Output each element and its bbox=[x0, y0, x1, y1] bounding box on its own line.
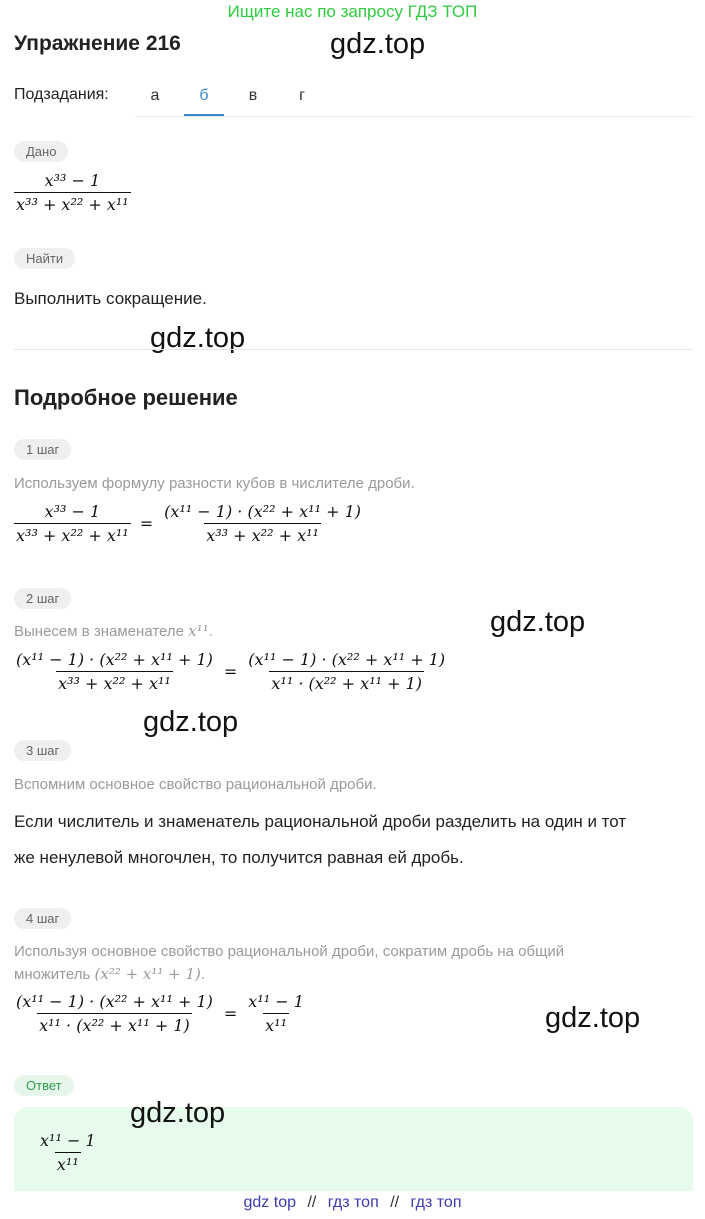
step-1-badge: 1 шаг bbox=[14, 439, 71, 460]
equals-sign: = bbox=[139, 514, 154, 533]
solution-title: Подробное решение bbox=[14, 385, 238, 410]
divider bbox=[14, 349, 693, 350]
step-2-hint-text: Вынесем в знаменателе bbox=[14, 623, 184, 640]
step-4-hint-line2 bbox=[14, 965, 205, 983]
footer-separator: // bbox=[307, 1194, 317, 1211]
step-4-lhs-denominator: x¹¹ · (x²² + x¹¹ + 1) bbox=[37, 1013, 192, 1035]
answer-numerator: x¹¹ − 1 bbox=[40, 1131, 96, 1150]
answer-box bbox=[14, 1107, 693, 1191]
tab-a[interactable]: а bbox=[150, 87, 160, 104]
step-2-hint-end: . bbox=[208, 623, 213, 640]
step-2-rhs-numerator: (x¹¹ − 1) · (x²² + x¹¹ + 1) bbox=[248, 650, 446, 669]
given-denominator: x³³ + x²² + x¹¹ bbox=[14, 192, 131, 214]
step-3-badge: 3 шаг bbox=[14, 740, 71, 761]
step-2-lhs-denominator: x³³ + x²² + x¹¹ bbox=[56, 671, 173, 693]
step-3-text-line1: Если числитель и знаменатель рациональной дроби разделить на один и тот bbox=[14, 812, 627, 831]
step-4-hint-end: . bbox=[200, 966, 206, 983]
promo-banner[interactable]: Ищите нас по запросу ГДЗ ТОП bbox=[227, 2, 478, 21]
footer-link-gdz-top-ru-2[interactable]: гдз топ bbox=[410, 1194, 462, 1211]
step-4-lhs-numerator: (x¹¹ − 1) · (x²² + x¹¹ + 1) bbox=[16, 992, 213, 1011]
exercise-title: Упражнение 216 bbox=[14, 32, 181, 55]
tab-g[interactable]: г bbox=[299, 87, 305, 104]
step-2-rhs-denominator: x¹¹ · (x²² + x¹¹ + 1) bbox=[269, 671, 424, 693]
step-2-lhs-numerator: (x¹¹ − 1) · (x²² + x¹¹ + 1) bbox=[16, 650, 213, 669]
footer-link-gdz-top[interactable]: gdz top bbox=[243, 1194, 296, 1211]
given-badge: Дано bbox=[14, 141, 68, 162]
watermark: gdz.top bbox=[330, 28, 426, 60]
answer-fraction bbox=[38, 1131, 98, 1174]
footer-link-gdz-top-ru[interactable]: гдз топ bbox=[327, 1194, 379, 1211]
watermark: gdz.top bbox=[143, 706, 239, 738]
step-1-lhs-numerator: x³³ − 1 bbox=[44, 502, 101, 521]
tab-b[interactable]: б bbox=[184, 76, 224, 116]
step-1-rhs-numerator: (x¹¹ − 1) · (x²² + x¹¹ + 1) bbox=[164, 502, 361, 521]
step-4-rhs-numerator: x¹¹ − 1 bbox=[248, 992, 304, 1011]
given-fraction bbox=[14, 171, 131, 214]
watermark: gdz.top bbox=[545, 1002, 641, 1034]
find-badge: Найти bbox=[14, 248, 75, 269]
watermark: gdz.top bbox=[490, 606, 586, 638]
answer-denominator: x¹¹ bbox=[55, 1152, 81, 1174]
subtask-tabs bbox=[135, 76, 693, 117]
watermark: gdz.top bbox=[130, 1097, 226, 1129]
step-4-rhs-denominator: x¹¹ bbox=[263, 1013, 289, 1035]
equals-sign: = bbox=[223, 1004, 238, 1023]
step-2-hint bbox=[14, 622, 213, 640]
subtasks-label: Подзадания: bbox=[14, 86, 109, 103]
step-2-equation bbox=[14, 650, 447, 693]
step-2-badge: 2 шаг bbox=[14, 588, 71, 609]
step-3-text-line2: же ненулевой многочлен, то получится равная ей дробь. bbox=[14, 848, 464, 867]
footer-links bbox=[0, 1194, 705, 1212]
watermark: gdz.top bbox=[150, 322, 246, 354]
step-1-hint: Используем формулу разности кубов в числителе дроби. bbox=[14, 475, 415, 492]
step-4-hint-math: (x²² + x¹¹ + 1) bbox=[94, 965, 201, 983]
given-numerator: x³³ − 1 bbox=[44, 171, 101, 190]
step-1-lhs-denominator: x³³ + x²² + x¹¹ bbox=[14, 523, 131, 545]
step-1-equation bbox=[14, 502, 363, 545]
step-1-rhs-denominator: x³³ + x²² + x¹¹ bbox=[204, 523, 321, 545]
answer-badge: Ответ bbox=[14, 1075, 74, 1096]
footer-separator: // bbox=[390, 1194, 400, 1211]
find-text: Выполнить сокращение. bbox=[14, 289, 207, 308]
tab-v[interactable]: в bbox=[248, 87, 258, 104]
step-4-equation bbox=[14, 992, 306, 1035]
step-4-hint-line1: Используя основное свойство рациональной дроби, сократим дробь на общий bbox=[14, 943, 565, 960]
equals-sign: = bbox=[223, 662, 238, 681]
step-4-badge: 4 шаг bbox=[14, 908, 71, 929]
step-3-hint: Вспомним основное свойство рациональной дроби. bbox=[14, 776, 377, 793]
step-4-hint-text: множитель bbox=[14, 966, 91, 983]
step-2-hint-math: x¹¹ bbox=[188, 622, 209, 640]
